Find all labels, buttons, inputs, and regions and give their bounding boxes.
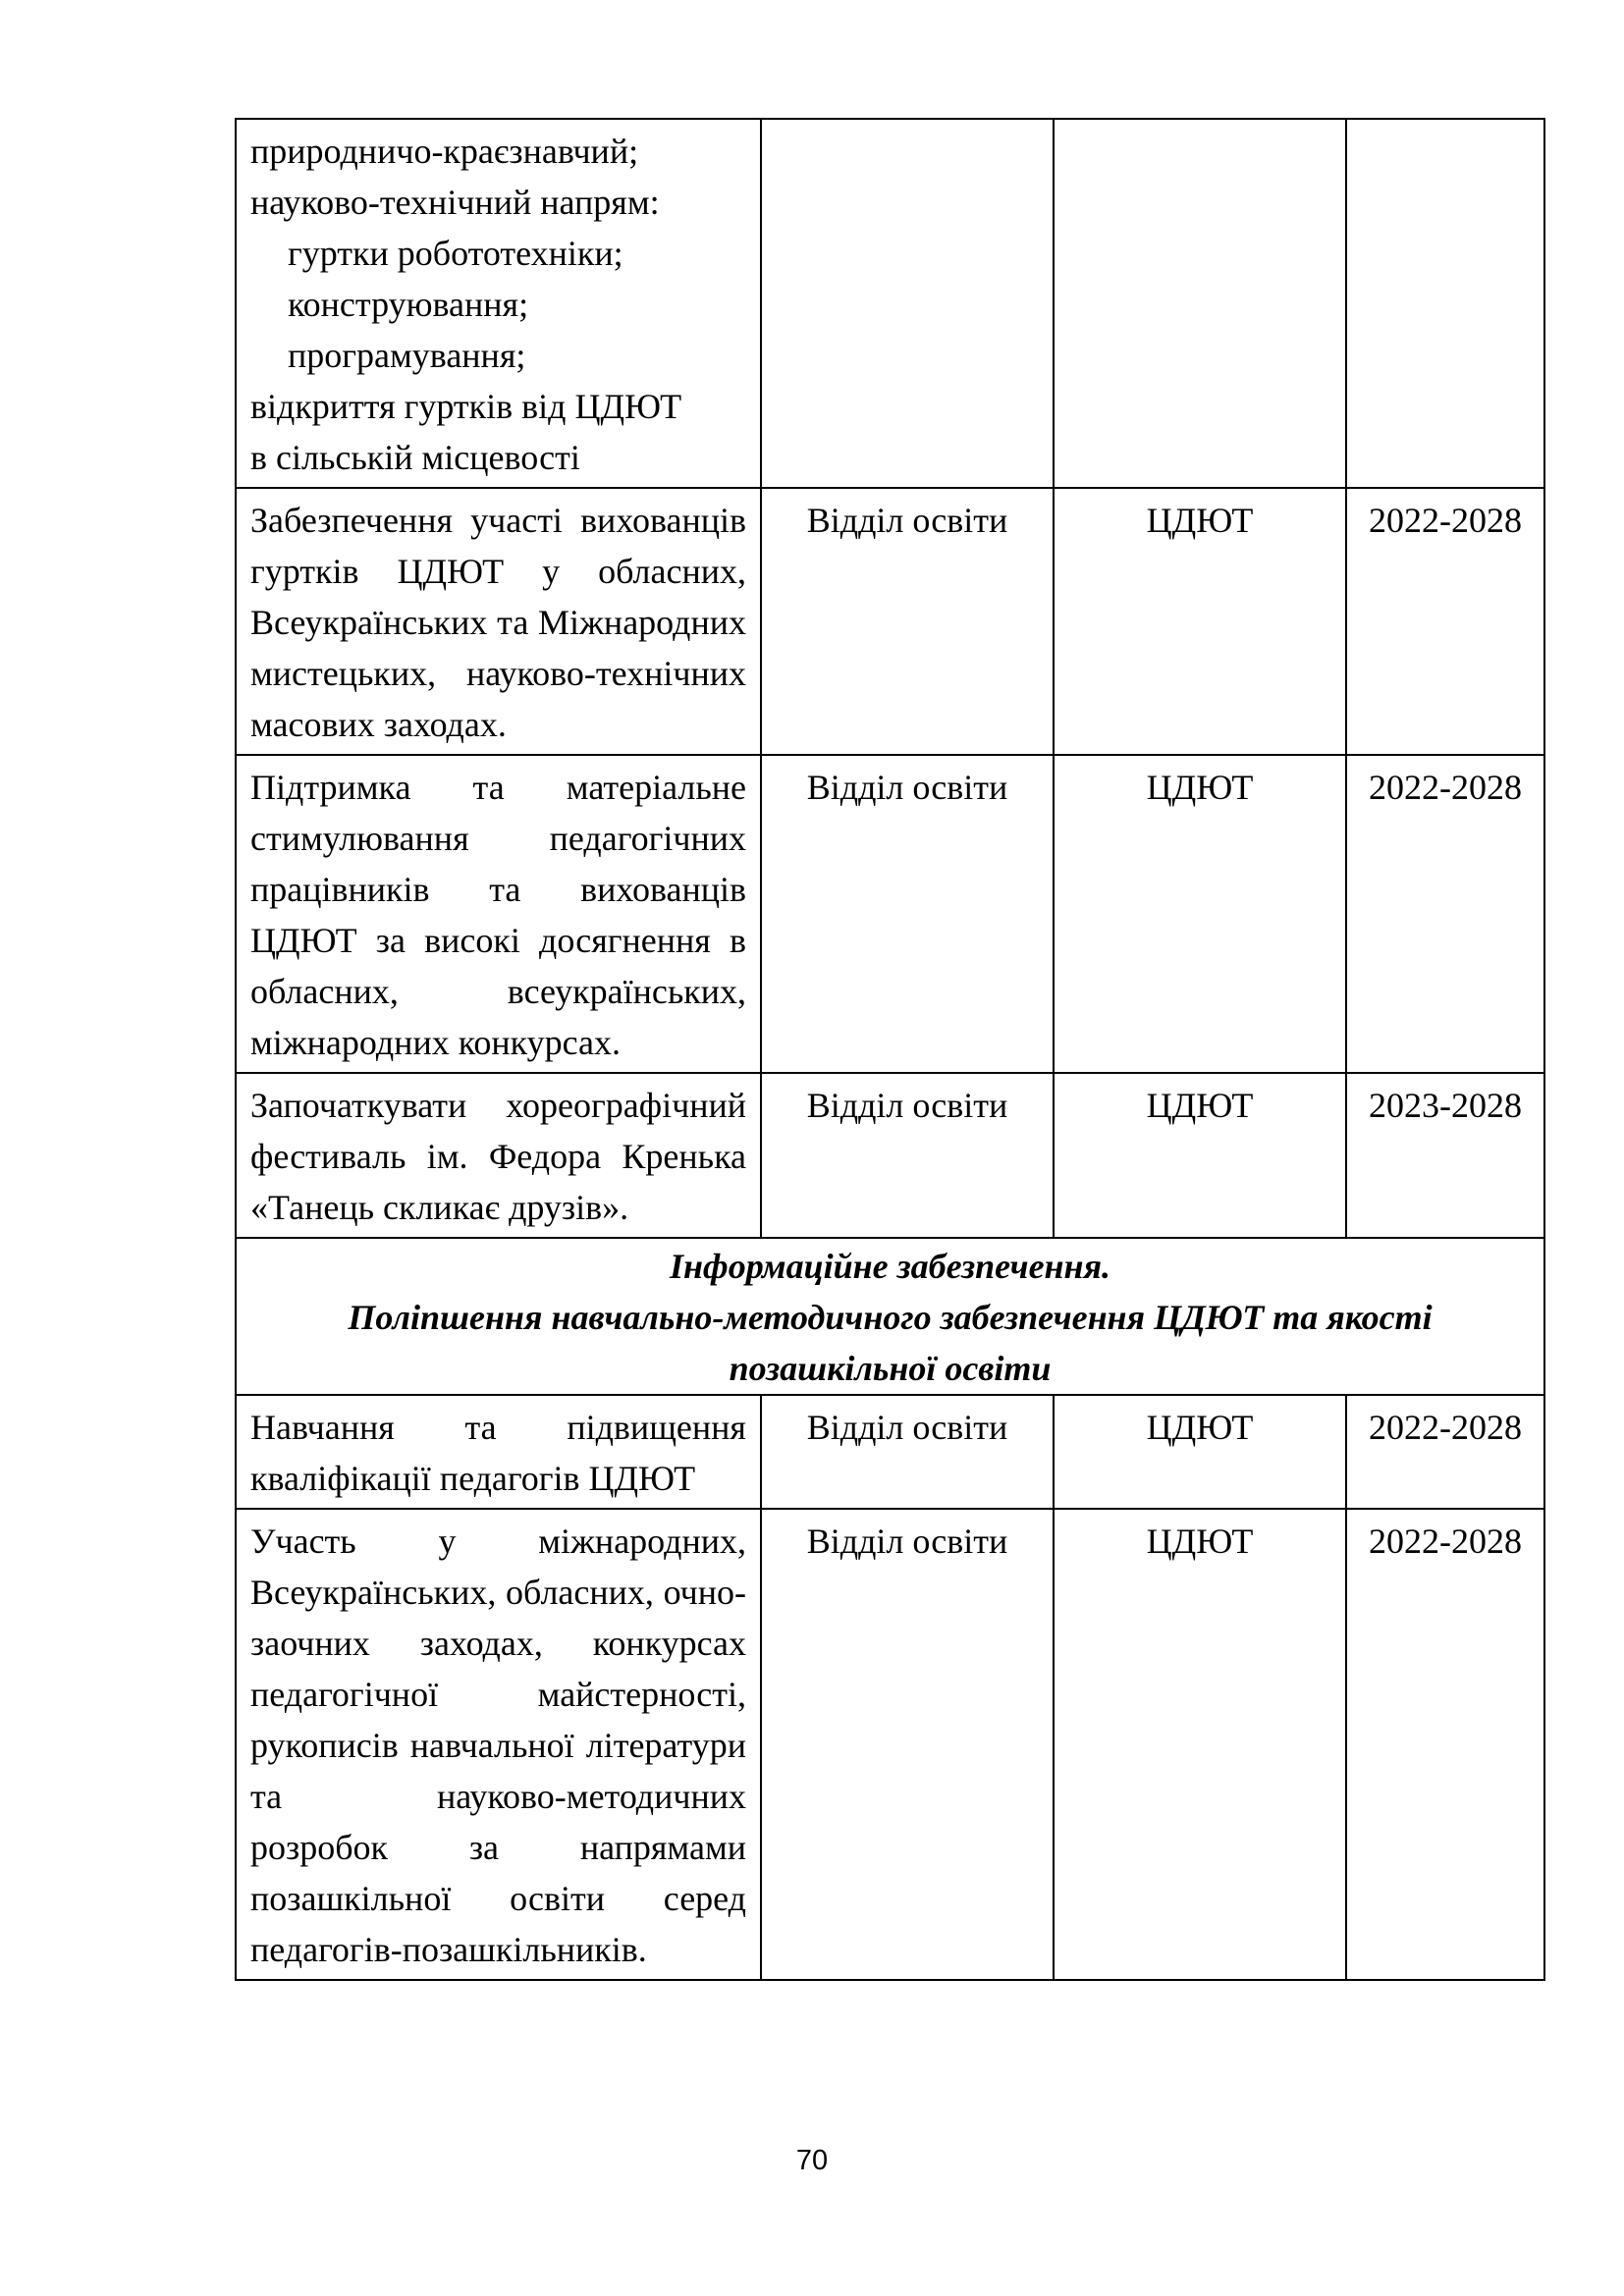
term-cell: 2022-2028: [1346, 1509, 1544, 1980]
section-heading-line2: Поліпшення навчально-методичного забезпечення ЦДЮТ та якості позашкільної освіти: [348, 1298, 1433, 1388]
participant-cell: ЦДЮТ: [1054, 1509, 1346, 1980]
section-heading-line1: Інформаційне забезпечення.: [669, 1247, 1111, 1286]
task-line: програмування;: [288, 336, 526, 375]
executor-cell: Відділ освіти: [761, 755, 1054, 1073]
executor-cell: [761, 119, 1054, 488]
task-cell: Підтримка та матеріальне стимулювання педагогічних працівників та вихованців ЦДЮТ за високі досягнення в обласних, всеукраїнських, міжнародних конкурсах.: [236, 755, 761, 1073]
executor-cell: Відділ освіти: [761, 488, 1054, 755]
task-line: науково-технічний напрям:: [250, 183, 660, 222]
executor-cell: Відділ освіти: [761, 1073, 1054, 1238]
task-cell: [236, 119, 761, 488]
task-line: гуртки робототехніки;: [288, 234, 623, 273]
participant-cell: ЦДЮТ: [1054, 755, 1346, 1073]
section-heading-row: [236, 1238, 1544, 1395]
participant-cell: ЦДЮТ: [1054, 488, 1346, 755]
task-line: відкриття гуртків від ЦДЮТ: [250, 387, 682, 426]
participant-cell: ЦДЮТ: [1054, 1395, 1346, 1509]
term-cell: 2022-2028: [1346, 755, 1544, 1073]
table-row: [236, 488, 1544, 755]
task-cell: Забезпечення участі вихованців гуртків ЦДЮТ у обласних, Всеукраїнських та Міжнародних мистецьких, науково-технічних масових заходах.: [236, 488, 761, 755]
table-row: [236, 1395, 1544, 1509]
task-cell: Навчання та підвищення кваліфікації педагогів ЦДЮТ: [236, 1395, 761, 1509]
term-cell: 2023-2028: [1346, 1073, 1544, 1238]
participant-cell: ЦДЮТ: [1054, 1073, 1346, 1238]
term-cell: 2022-2028: [1346, 1395, 1544, 1509]
executor-cell: Відділ освіти: [761, 1509, 1054, 1980]
table-row: [236, 1509, 1544, 1980]
term-cell: [1346, 119, 1544, 488]
table-row-continuation: [236, 119, 1544, 488]
task-line: природничо-краєзнавчий;: [250, 132, 639, 171]
section-heading: [236, 1238, 1544, 1395]
participant-cell: [1054, 119, 1346, 488]
task-cell: Започаткувати хореографічний фестиваль ім. Федора Кренька «Танець скликає друзів».: [236, 1073, 761, 1238]
task-line: конструювання;: [288, 285, 529, 324]
plan-table: [235, 118, 1545, 1981]
task-cell: Участь у міжнародних, Всеукраїнських, обласних, очно-заочних заходах, конкурсах педагогічної майстерності, рукописів навчальної літератури та науково-методичних розробок за напрямами позашкільної освіти серед педагогів-позашкільників.: [236, 1509, 761, 1980]
table-row: [236, 1073, 1544, 1238]
executor-cell: Відділ освіти: [761, 1395, 1054, 1509]
task-line: в сільській місцевості: [250, 438, 580, 477]
table-row: [236, 755, 1544, 1073]
page-number: 70: [795, 2145, 829, 2176]
term-cell: 2022-2028: [1346, 488, 1544, 755]
